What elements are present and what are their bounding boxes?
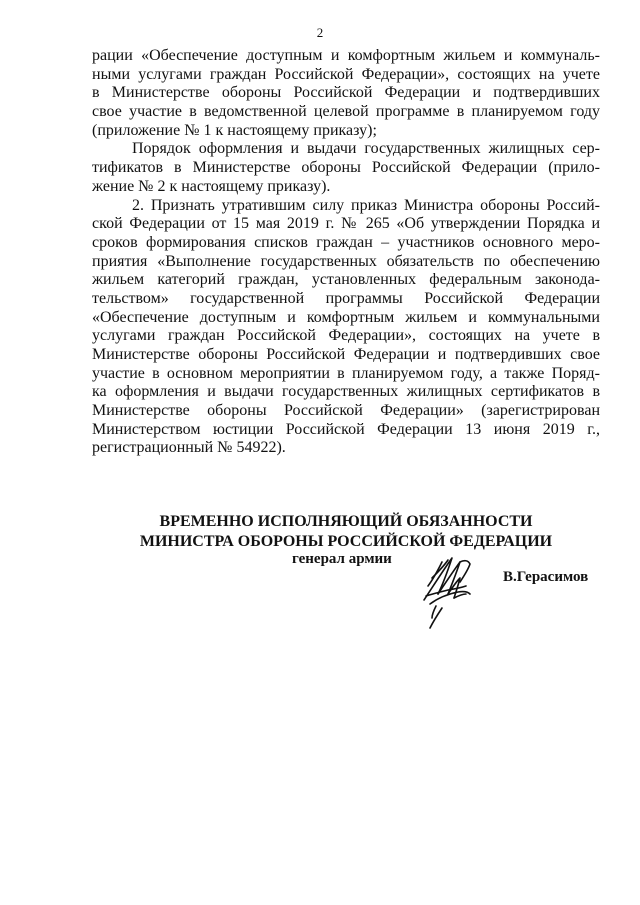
body-line: «Обеспечение доступным и комфортным жильем и коммунальными (92, 308, 600, 326)
body-line: жение № 2 к настоящему приказу). (92, 177, 331, 195)
body-line: ными услугами граждан Российской Федерации», состоящих на учете (92, 65, 600, 83)
body-line: Министерстве обороны Российской Федерации и подтвердивших свое (92, 346, 600, 363)
body-line: регистрационный № 54922). (92, 439, 286, 457)
body-line: (приложение № 1 к настоящему приказу); (92, 121, 377, 139)
signatory-rank: генерал армии (292, 551, 392, 567)
body-line: свое участие в ведомственной целевой программе в планируемом году (92, 103, 600, 121)
signatory-title-line2: МИНИСТРА ОБОРОНЫ РОССИЙСКОЙ ФЕДЕРАЦИИ (139, 533, 553, 550)
signatory-title-line1: ВРЕМЕННО ИСПОЛНЯЮЩИЙ ОБЯЗАННОСТИ (159, 513, 533, 530)
body-line: тификатов в Министерстве обороны Российской Федерации (прило- (92, 159, 600, 177)
document-body (92, 47, 600, 458)
body-line: 2. Признать утратившим силу приказ Министра обороны Россий- (132, 196, 600, 214)
body-line: услугами граждан Российской Федерации», состоящих на учете в (92, 327, 600, 345)
body-line: приятия «Выполнение государственных обязательств по обеспечению (92, 252, 600, 270)
body-line: Министерстве обороны Российской Федерации» (зарегистрирован (92, 402, 600, 420)
body-line: жильем категорий граждан, установленных федеральным законода- (92, 271, 600, 289)
body-line: ка оформления и выдачи государственных жилищных сертификатов в (92, 383, 600, 401)
body-line: сроков формирования списков граждан – участников основного меро- (92, 233, 600, 251)
body-line: Министерством юстиции Российской Федерации 13 июня 2019 г., (92, 420, 600, 438)
handwritten-signature-icon (408, 548, 498, 633)
body-line: рации «Обеспечение доступным и комфортным жильем и коммуналь- (92, 47, 600, 64)
body-line: ской Федерации от 15 мая 2019 г. № 265 «Об утверждении Порядка и (92, 215, 600, 233)
body-line: в Министерстве обороны Российской Федерации и подтвердивших (92, 84, 600, 102)
body-line: участие в основном мероприятии в планируемом году, а также Поряд- (92, 364, 600, 382)
body-line: Порядок оформления и выдачи государственных жилищных сер- (132, 140, 600, 158)
signatory-name: В.Герасимов (503, 569, 589, 585)
body-line: тельством» государственной программы Российской Федерации (92, 289, 600, 307)
page-number: 2 (316, 25, 324, 40)
